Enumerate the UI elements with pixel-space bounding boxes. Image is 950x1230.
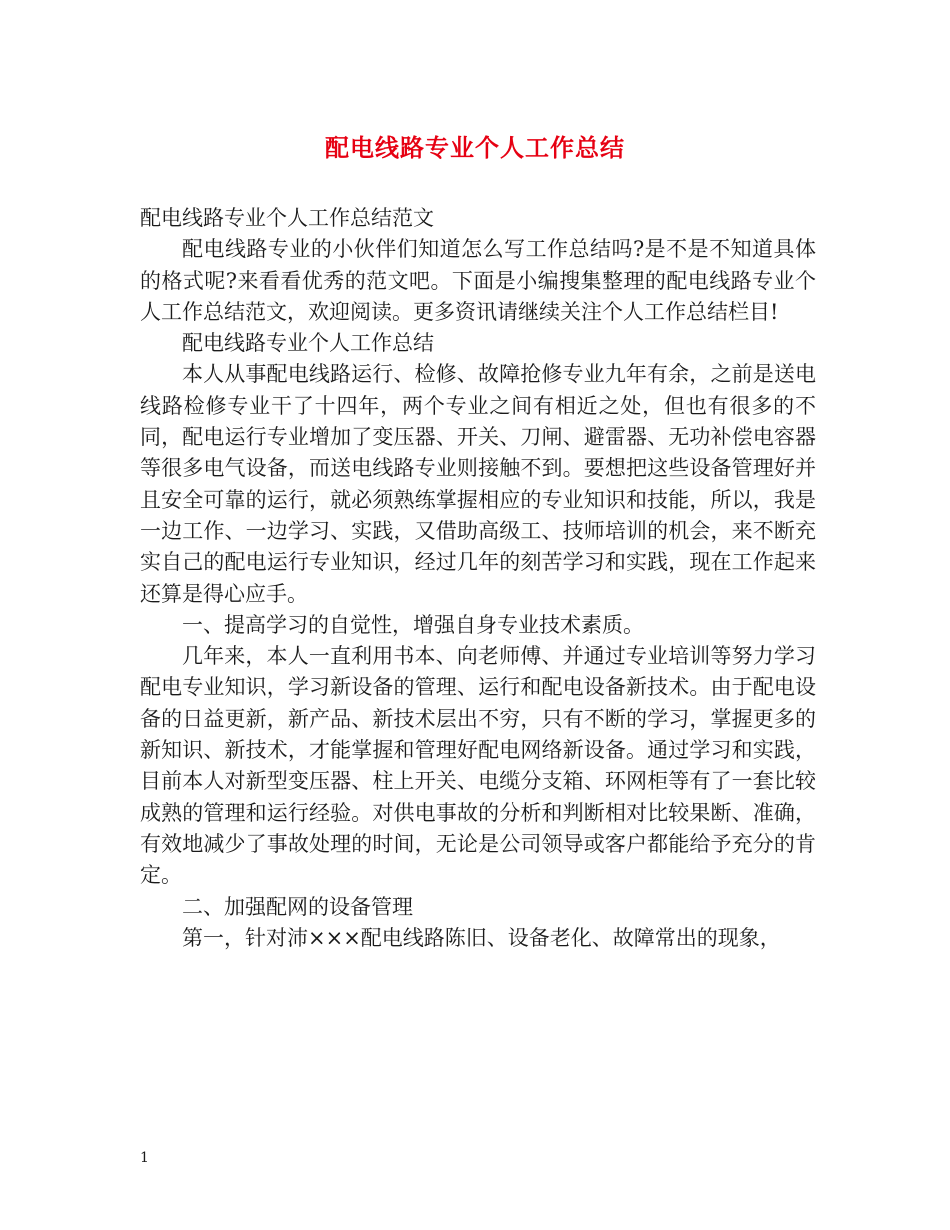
paragraph: 配电线路专业的小伙伴们知道怎么写工作总结吗?是不是不知道具体的格式呢?来看看优秀的范文吧。下面是小编搜集整理的配电线路专业个人工作总结范文，欢迎阅读。更多资讯请继续关注个人工作总结栏目!	[140, 237, 816, 324]
section-heading: 二、加强配网的设备管理	[182, 894, 413, 919]
document-body	[140, 203, 816, 954]
paragraph: 配电线路专业个人工作总结	[182, 331, 434, 356]
section-heading: 一、提高学习的自觉性，增强自身专业技术素质。	[182, 612, 644, 637]
page-number: 1	[140, 1150, 149, 1166]
paragraph: 第一，针对沛×××配电线路陈旧、设备老化、故障常出的现象，	[182, 925, 781, 950]
paragraph: 几年来，本人一直利用书本、向老师傅、并通过专业培训等努力学习配电专业知识，学习新设备的管理、运行和配电设备新技术。由于配电设备的日益更新，新产品、新技术层出不穷，只有不断的学习，掌握更多的新知识、新技术，才能掌握和管理好配电网络新设备。通过学习和实践，目前本人对新型变压器、柱上开关、电缆分支箱、环网柜等有了一套比较成熟的管理和运行经验。对供电事故的分析和判断相对比较果断、准确，有效地减少了事故处理的时间，无论是公司领导或客户都能给予充分的肯定。	[140, 644, 816, 888]
paragraph: 配电线路专业个人工作总结范文	[140, 206, 434, 230]
paragraph: 本人从事配电线路运行、检修、故障抢修专业九年有余，之前是送电线路检修专业干了十四年，两个专业之间有相近之处，但也有很多的不同，配电运行专业增加了变压器、开关、刀闸、避雷器、无功补偿电容器等很多电气设备，而送电线路专业则接触不到。要想把这些设备管理好并且安全可靠的运行，就必须熟练掌握相应的专业知识和技能，所以，我是一边工作、一边学习、实践，又借助高级工、技师培训的机会，来不断充实自己的配电运行专业知识，经过几年的刻苦学习和实践，现在工作起来还算是得心应手。	[140, 362, 816, 606]
document-title: 配电线路专业个人工作总结	[325, 133, 625, 162]
